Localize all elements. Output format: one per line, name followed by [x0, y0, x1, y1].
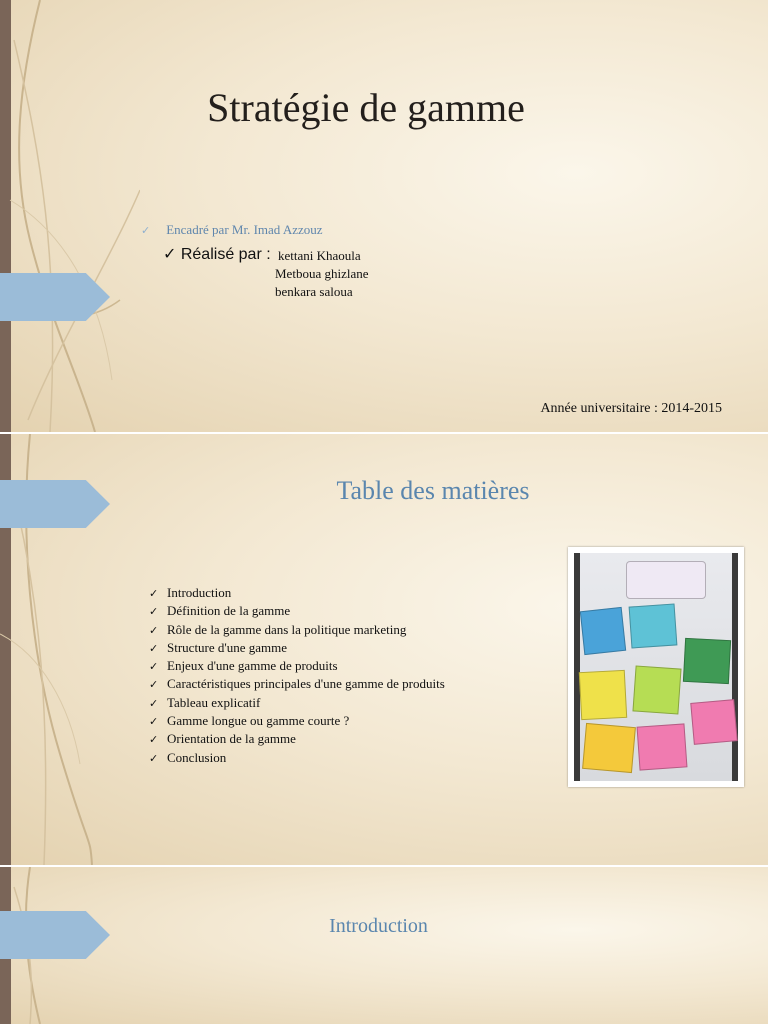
check-icon: ✓ — [149, 641, 159, 655]
slide-title[interactable] — [0, 0, 768, 432]
photo-note — [579, 670, 627, 720]
check-icon: ✓ — [149, 715, 159, 729]
student-name: kettani Khaoula — [278, 248, 361, 263]
toc-item[interactable]: ✓ Orientation de la gamme — [149, 730, 445, 748]
photo-note — [637, 723, 688, 770]
academic-year: Année universitaire : 2014-2015 — [540, 401, 722, 416]
student-name: benkara saloua — [275, 284, 353, 299]
slide-table-of-contents[interactable] — [0, 434, 768, 865]
check-icon: ✓ — [149, 733, 159, 747]
sticky-notes-photo — [568, 547, 744, 787]
photo-note — [626, 561, 706, 599]
decorative-swirl — [0, 0, 140, 432]
toc-item[interactable]: ✓ Tableau explicatif — [149, 694, 445, 712]
photo-note — [629, 603, 678, 648]
student-name: Metboua ghizlane — [275, 266, 369, 281]
toc-list — [149, 584, 445, 767]
supervisor-line — [141, 222, 323, 238]
introduction-title: Introduction — [329, 915, 428, 937]
slide-introduction[interactable] — [0, 867, 768, 1024]
supervisor-text: Encadré par Mr. Imad Azzouz — [166, 222, 323, 237]
check-icon: ✓ — [149, 587, 159, 600]
toc-item[interactable]: ✓ Gamme longue ou gamme courte ? — [149, 712, 445, 730]
photo-note — [632, 665, 681, 714]
toc-item[interactable]: ✓ Structure d'une gamme — [149, 639, 445, 657]
presentation-title: Stratégie de gamme — [207, 85, 525, 130]
check-icon: ✓ — [141, 225, 151, 237]
toc-item[interactable]: ✓ Conclusion — [149, 749, 445, 767]
toc-title: Table des matières — [336, 476, 530, 505]
check-icon: ✓ — [149, 696, 159, 710]
check-icon: ✓ — [149, 751, 159, 765]
toc-item[interactable]: ✓ Définition de la gamme — [149, 602, 445, 620]
photo-note — [690, 699, 737, 745]
toc-item[interactable]: ✓ Rôle de la gamme dans la politique marketing — [149, 621, 445, 639]
check-icon: ✓ — [149, 623, 159, 637]
toc-item[interactable]: ✓ Enjeux d'une gamme de produits — [149, 657, 445, 675]
toc-item[interactable]: ✓ Caractéristiques principales d'une gamme de produits — [149, 675, 445, 693]
photo-content — [574, 553, 738, 781]
photo-note — [582, 723, 636, 773]
photo-note — [580, 607, 626, 655]
photo-note — [683, 638, 731, 684]
check-icon: ✓ — [149, 660, 159, 674]
check-icon: ✓ — [149, 678, 159, 692]
check-icon: ✓ — [149, 605, 159, 619]
made-by-label: ✓ Réalisé par : — [163, 246, 271, 263]
toc-item[interactable]: ✓ Introduction — [149, 584, 445, 602]
